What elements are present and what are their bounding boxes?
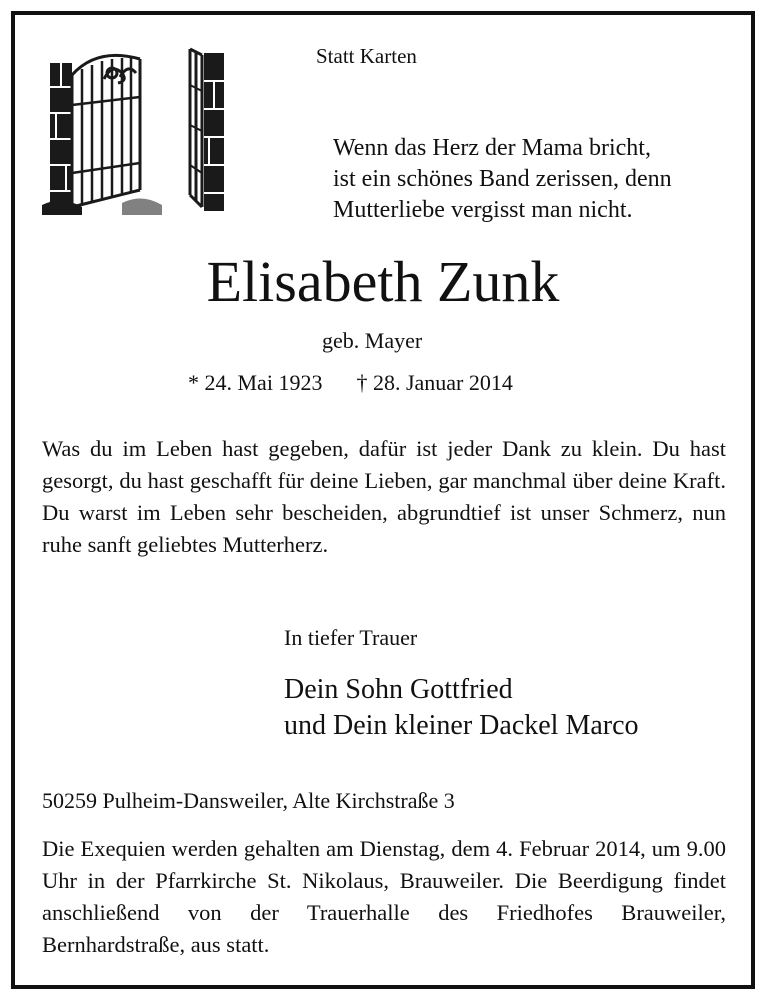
statt-karten-label: Statt Karten <box>316 44 417 68</box>
verse-line: Mutterliebe vergisst man nicht. <box>333 197 633 223</box>
maiden-name: geb. Mayer <box>322 328 423 353</box>
funeral-info: Die Exequien werden gehalten am Dienstag, dem 4. Februar 2014, um 9.00 Uhr in der Pfarrkirche St. Nikolaus, Brauweiler. Die Beerdigung findet anschließend von der Trauerhalle des Friedhofes Brauweiler, Bernhardstraße, aus statt. <box>42 836 726 957</box>
tribute-paragraph: Was du im Leben hast gegeben, dafür ist jeder Dank zu klein. Du hast gesorgt, du hast geschafft für deine Lieben, gar manchmal über deine Kraft. Du warst im Leben sehr bescheiden, abgrundtief ist unser Schmerz, nun ruhe sanft geliebtes Mutterherz. <box>42 436 726 557</box>
mourner-line: Dein Sohn Gottfried <box>284 674 513 705</box>
deceased-name: Elisabeth Zunk <box>206 249 560 314</box>
address: 50259 Pulheim-Dansweiler, Alte Kirchstraße 3 <box>42 788 455 813</box>
mourner-line: und Dein kleiner Dackel Marco <box>284 710 639 741</box>
mourning-intro: In tiefer Trauer <box>284 625 418 650</box>
death-date: † 28. Januar 2014 <box>356 370 513 395</box>
birth-date: * 24. Mai 1923 <box>188 370 323 395</box>
mourners-signature <box>284 672 639 744</box>
verse-line: ist ein schönes Band zerissen, denn <box>333 166 672 192</box>
verse-line: Wenn das Herz der Mama bricht, <box>333 135 651 161</box>
verse <box>333 133 672 226</box>
open-gate-icon <box>42 45 228 215</box>
life-dates <box>188 370 513 396</box>
